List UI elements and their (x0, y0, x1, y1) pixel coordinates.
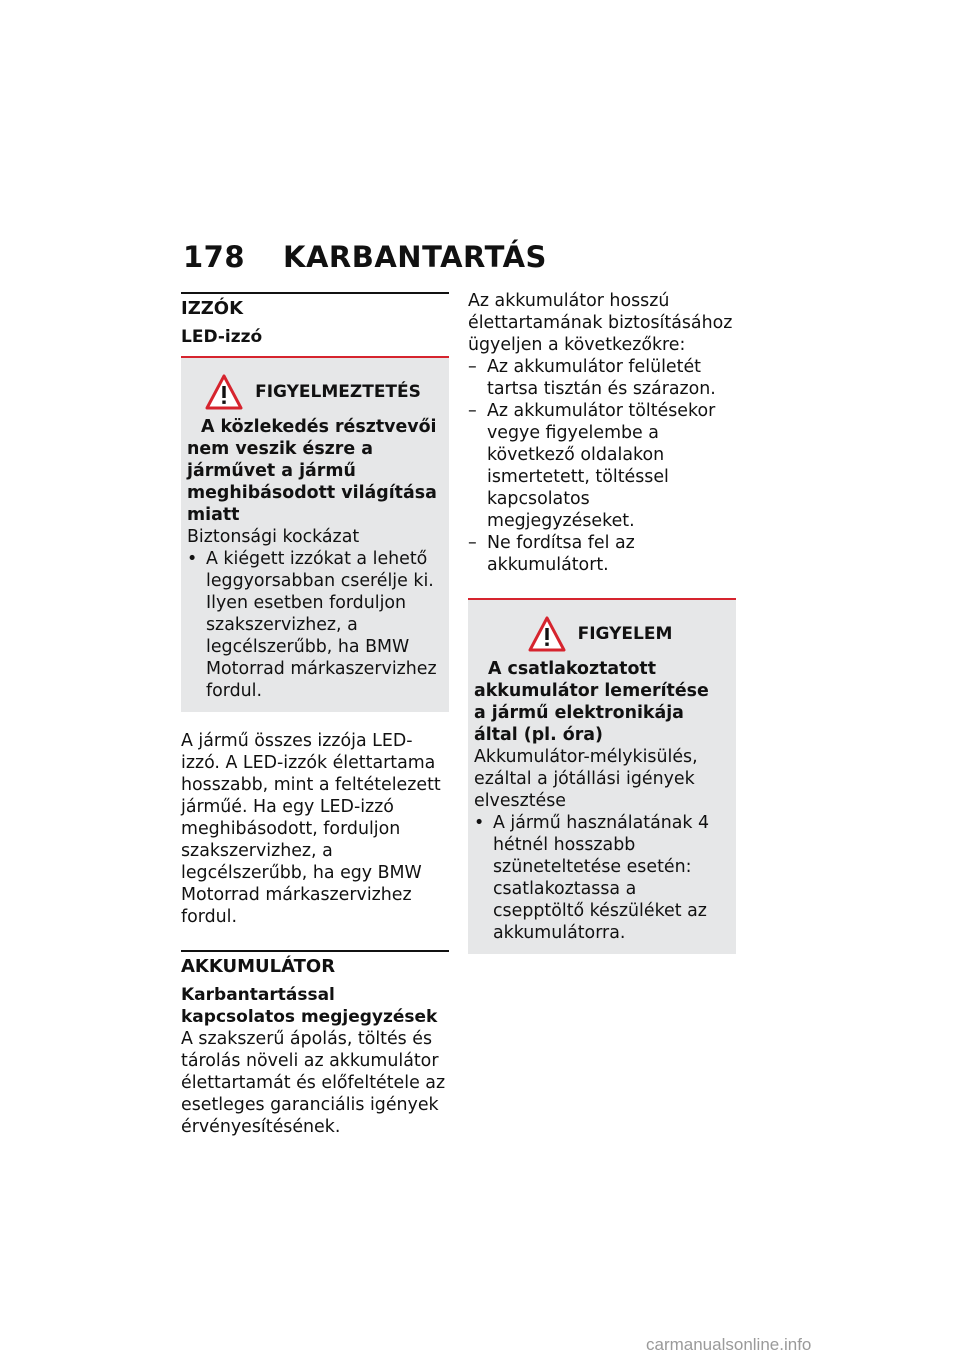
subsection-maintenance-notes: Karbantartással kapcsolatos megjegyzések (181, 985, 438, 1027)
left-column (181, 292, 449, 1138)
warning-risk: Biztonsági kockázat (187, 527, 360, 547)
caution-title: A csatlakoztatott akkumulátor lemerítése a jármű elektronikája által (pl. óra) (474, 659, 709, 745)
battery-care-list (468, 356, 736, 576)
caution-label: FIGYELEM (577, 624, 673, 644)
page-header (183, 240, 547, 274)
warning-title: A közlekedés résztvevői nem veszik észre a járművet a jármű meghibásodott világítása miatt (187, 417, 437, 525)
list-item: • A jármű használatának 4 hétnél hosszabb szüneteltetése esetén: csatlakoztassa a csepptöltő készüléket az akkumulátorra. (474, 812, 726, 944)
section-title-battery: AKKUMULÁTOR (181, 956, 336, 977)
watermark: carmanualsonline.info (646, 1335, 812, 1354)
section-divider (181, 950, 449, 952)
section-divider (181, 292, 449, 294)
warning-bullets (187, 548, 439, 702)
chapter-title: KARBANTARTÁS (283, 240, 547, 274)
subsection-led-bulb: LED-izzó (181, 327, 263, 347)
list-item: – Az akkumulátor töltésekor vegye figyelembe a következő oldalakon ismertetett, töltéssel kapcsolatos megjegyzéseket. (468, 400, 736, 532)
warning-header (187, 370, 439, 414)
caution-box (468, 600, 736, 954)
warning-label: FIGYELMEZTETÉS (255, 382, 421, 402)
battery-intro: Az akkumulátor hosszú élettartamának biztosításához ügyeljen a következőkre: (468, 291, 733, 355)
right-column (468, 290, 736, 954)
section-title-bulbs: IZZÓK (181, 298, 244, 319)
battery-paragraph: A szakszerű ápolás, töltés és tárolás növeli az akkumulátor élettartamát és előfeltétele az esetleges garanciális igények érvényesítésének. (181, 1029, 446, 1137)
page-number: 178 (183, 240, 246, 274)
caution-header (474, 612, 726, 656)
list-item: – Az akkumulátor felületét tartsa tisztán és szárazon. (468, 356, 736, 400)
warning-triangle-icon (205, 374, 243, 410)
warning-triangle-icon (528, 616, 566, 652)
warning-box (181, 358, 449, 712)
caution-risk: Akkumulátor-mélykisülés, ezáltal a jótállási igények elvesztése (474, 747, 698, 811)
caution-bullets (474, 812, 726, 944)
led-paragraph: A jármű összes izzója LED-izzó. A LED-izzók élettartama hosszabb, mint a feltételezett járműé. Ha egy LED-izzó meghibásodott, forduljon szakszervizhez, a legcélszerűbb, ha egy BMW Motorrad márkaszervizhez fordul. (181, 731, 441, 927)
list-item: • A kiégett izzókat a lehető leggyorsabban cserélje ki. Ilyen esetben forduljon szakszervizhez, a legcélszerűbb, ha BMW Motorrad márkaszervizhez fordul. (187, 548, 439, 702)
list-item: – Ne fordítsa fel az akkumulátort. (468, 532, 736, 576)
